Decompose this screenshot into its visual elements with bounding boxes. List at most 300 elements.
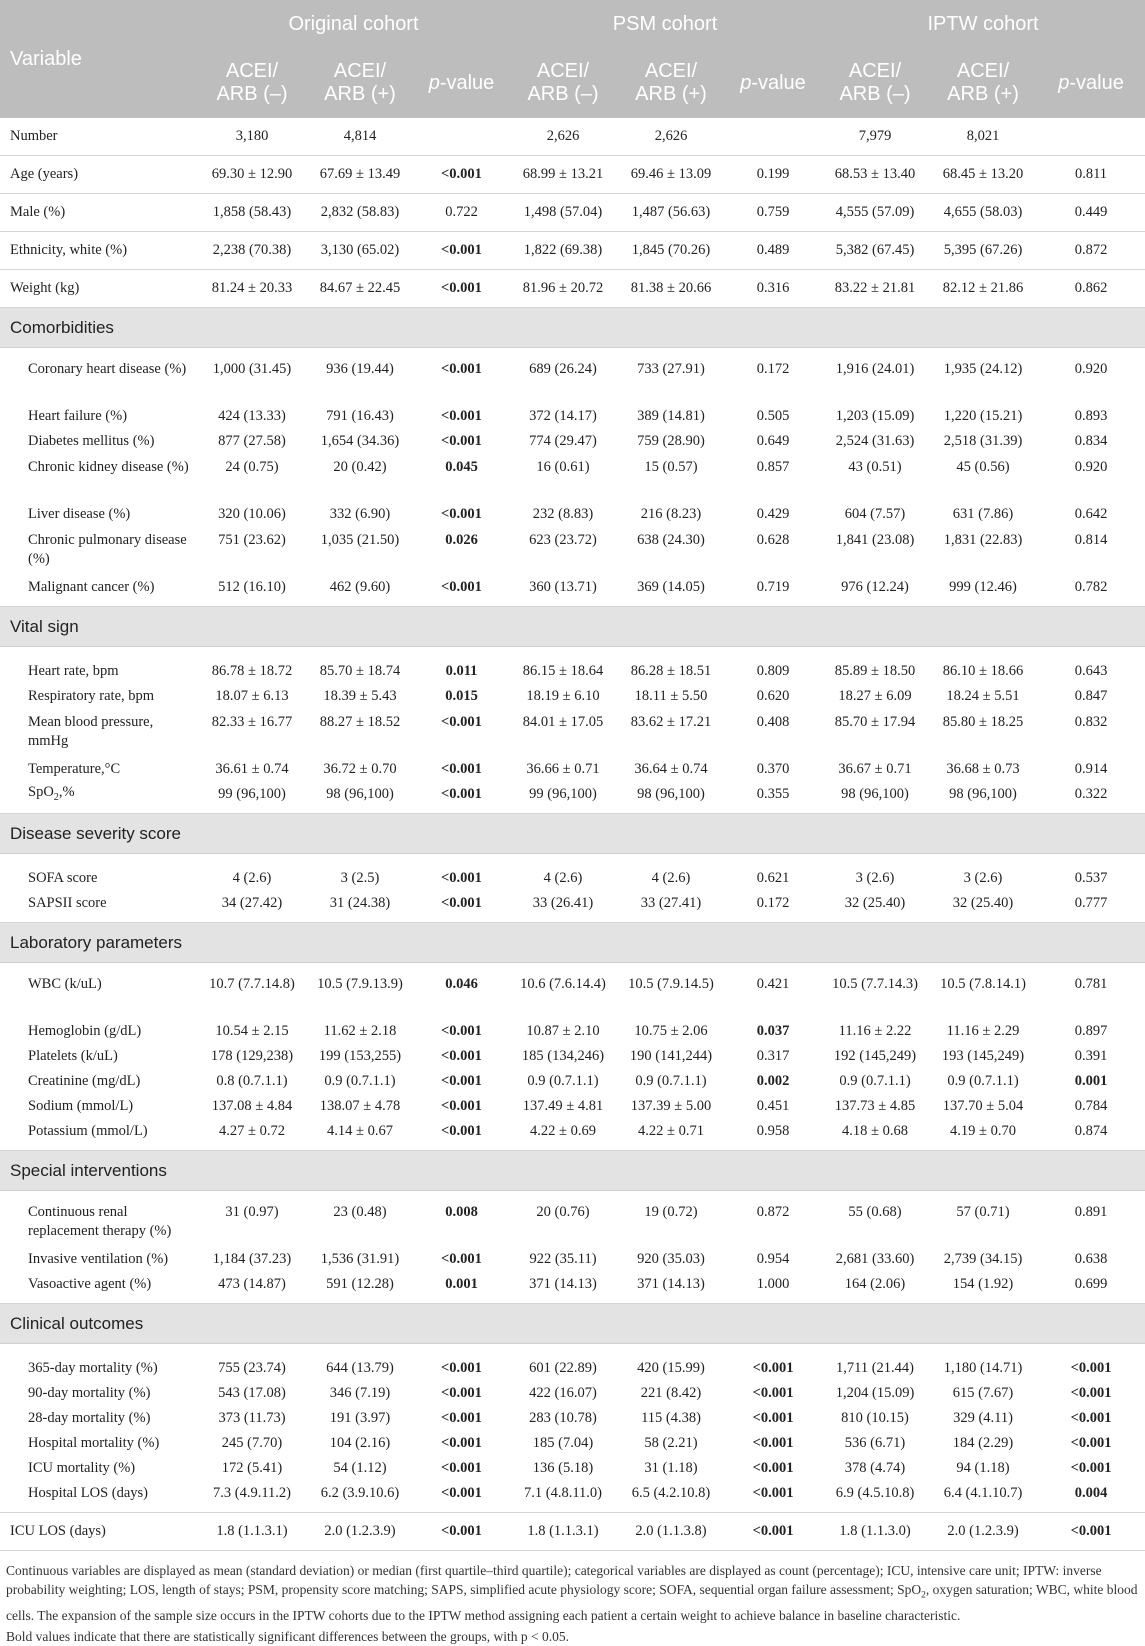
value-cell: 6.5 (4.2.10.8) bbox=[617, 1481, 725, 1513]
value-cell: 615 (7.67) bbox=[952, 1385, 1014, 1401]
value-cell: 54 (1.12) bbox=[333, 1460, 387, 1476]
value-cell: 82.12 ± 21.86 bbox=[929, 270, 1037, 308]
significant-value: <0.001 bbox=[1070, 1385, 1112, 1401]
subheader-line: ARB (–) bbox=[527, 83, 599, 105]
table-row bbox=[0, 1431, 1145, 1456]
value-cell: 1,180 (14.71) bbox=[943, 1360, 1023, 1376]
value-cell: 7.3 (4.9.11.2) bbox=[198, 1481, 306, 1513]
table-footnote bbox=[0, 1551, 1145, 1646]
significant-value: <0.001 bbox=[1070, 1360, 1112, 1376]
p-value-cell: 0.722 bbox=[414, 194, 509, 232]
p-value-cell bbox=[414, 1272, 509, 1304]
row-label: ICU LOS (days) bbox=[0, 1513, 198, 1551]
significant-value: <0.001 bbox=[441, 1023, 482, 1039]
row-label: Malignant cancer (%) bbox=[0, 575, 198, 607]
p-value-cell bbox=[414, 1044, 509, 1069]
subheader-line: ACEI/ bbox=[956, 60, 1010, 82]
value-cell: 4.27 ± 0.72 bbox=[198, 1119, 306, 1151]
table-row bbox=[0, 270, 1145, 308]
value-cell: 18.07 ± 6.13 bbox=[215, 688, 289, 704]
table-row bbox=[0, 348, 1145, 405]
value-cell: 1,822 (69.38) bbox=[509, 232, 617, 270]
p-value-cell bbox=[414, 1456, 509, 1481]
p-value-cell: 0.872 bbox=[1037, 232, 1145, 270]
significant-value: 0.001 bbox=[1074, 1073, 1108, 1089]
subheader-line: ACEI/ bbox=[644, 60, 698, 82]
value-cell: 2,681 (33.60) bbox=[835, 1251, 915, 1267]
p-value-cell bbox=[414, 891, 509, 923]
subheader-line: ACEI/ bbox=[333, 60, 387, 82]
significant-value: 0.008 bbox=[445, 1204, 478, 1220]
value-cell: 5,382 (67.45) bbox=[821, 232, 929, 270]
value-cell: 2,524 (31.63) bbox=[835, 433, 915, 449]
value-cell: 4 (2.6) bbox=[232, 870, 272, 886]
table-row bbox=[0, 1094, 1145, 1119]
value-cell: 232 (8.83) bbox=[532, 506, 594, 522]
header-original-cohort: Original cohort bbox=[198, 0, 509, 48]
table-row bbox=[0, 404, 1145, 429]
significant-value: 0.015 bbox=[445, 688, 478, 704]
subheader-line: ARB (+) bbox=[324, 83, 396, 105]
section-header-row bbox=[0, 1304, 1145, 1344]
table-row bbox=[0, 1456, 1145, 1481]
p-value-cell: 0.914 bbox=[1074, 761, 1108, 777]
value-cell: 1,858 (58.43) bbox=[198, 194, 306, 232]
p-value-cell bbox=[414, 782, 509, 814]
value-cell: 810 (10.15) bbox=[841, 1410, 909, 1426]
significant-value: <0.001 bbox=[441, 280, 482, 296]
value-cell: 2,238 (70.38) bbox=[198, 232, 306, 270]
value-cell: 137.70 ± 5.04 bbox=[942, 1098, 1024, 1114]
footnote-abbreviations: Continuous variables are displayed as mean (standard deviation) or median (first quartile–third quartile); categorical variables are displayed as count (percentage); ICU, intensive care unit; IPTW: inverse probability weighting; LOS, length of stays; PSM, propensity score matching; SAPS, simplified acute physiology score; SOFA, sequential organ failure assessment; SpO$_2$, oxygen saturation; WBC, white blood cells. The expansion of the sample size occurs in the IPTW cohorts due to the IPTW method assigning each patient a certain weight to achieve balance in baseline characteristic. bbox=[6, 1563, 1138, 1623]
section-title: Comorbidities bbox=[0, 308, 1145, 348]
value-cell: 154 (1.92) bbox=[929, 1272, 1037, 1304]
value-cell: 920 (35.03) bbox=[637, 1251, 705, 1267]
value-cell: 83.22 ± 21.81 bbox=[821, 270, 929, 308]
value-cell: 1,536 (31.91) bbox=[320, 1251, 400, 1267]
row-label: Chronic kidney disease (%) bbox=[28, 459, 189, 475]
p-value-cell: 0.649 bbox=[756, 433, 790, 449]
value-cell: 31 (0.97) bbox=[225, 1204, 279, 1220]
significant-value: <0.001 bbox=[441, 433, 482, 449]
value-cell: 4.22 ± 0.71 bbox=[617, 1119, 725, 1151]
value-cell: 36.68 ± 0.73 bbox=[946, 761, 1020, 777]
significant-value: <0.001 bbox=[441, 1485, 482, 1501]
p-value-cell: 0.874 bbox=[1037, 1119, 1145, 1151]
p-value-cell bbox=[725, 1019, 821, 1044]
value-cell: 360 (13.71) bbox=[509, 575, 617, 607]
table-row bbox=[0, 782, 1145, 814]
value-cell: 8,021 bbox=[929, 118, 1037, 156]
subheader-line: ACEI/ bbox=[536, 60, 590, 82]
p-value-cell bbox=[414, 1344, 509, 1382]
section-title: Vital sign bbox=[0, 607, 1145, 647]
table-row bbox=[0, 1119, 1145, 1151]
significant-value: <0.001 bbox=[752, 1523, 794, 1539]
table-row bbox=[0, 709, 1145, 757]
value-cell: 20 (0.76) bbox=[536, 1204, 590, 1220]
value-cell: 4.14 ± 0.67 bbox=[306, 1119, 414, 1151]
value-cell: 1,498 (57.04) bbox=[509, 194, 617, 232]
value-cell: 3 (2.6) bbox=[963, 870, 1003, 886]
significant-value: 0.046 bbox=[445, 976, 478, 992]
value-cell: 85.80 ± 18.25 bbox=[942, 714, 1024, 730]
p-value-cell bbox=[414, 156, 509, 194]
value-cell: 10.5 (7.9.13.9) bbox=[317, 976, 403, 992]
section-header-row bbox=[0, 814, 1145, 854]
p-value-cell: 0.857 bbox=[756, 459, 790, 475]
value-cell: 2,832 (58.83) bbox=[306, 194, 414, 232]
p-value-cell: 0.429 bbox=[756, 506, 790, 522]
value-cell: 82.33 ± 16.77 bbox=[211, 714, 293, 730]
value-cell: 85.70 ± 17.94 bbox=[834, 714, 916, 730]
table-row bbox=[0, 194, 1145, 232]
header-iptw-acei-arb-negative bbox=[821, 48, 929, 118]
row-label: Hemoglobin (g/dL) bbox=[28, 1023, 142, 1039]
p-value-cell: 0.893 bbox=[1074, 408, 1108, 424]
value-cell: 329 (4.11) bbox=[953, 1410, 1013, 1426]
p-rest: -value bbox=[439, 71, 495, 94]
value-cell: 3 (2.6) bbox=[855, 870, 895, 886]
value-cell: 10.7 (7.7.14.8) bbox=[209, 976, 295, 992]
value-cell: 10.54 ± 2.15 bbox=[215, 1023, 289, 1039]
row-label: Invasive ventilation (%) bbox=[28, 1251, 169, 1267]
value-cell: 115 (4.38) bbox=[641, 1410, 701, 1426]
significant-value: <0.001 bbox=[441, 1098, 482, 1114]
row-label: Weight (kg) bbox=[0, 270, 198, 308]
footnote-bold-note: Bold values indicate that there are statistically significant differences between the groups, with p < 0.05. bbox=[6, 1628, 569, 1644]
value-cell: 88.27 ± 18.52 bbox=[319, 714, 401, 730]
p-value-cell: 0.408 bbox=[756, 714, 790, 730]
row-label: Heart failure (%) bbox=[28, 408, 128, 424]
value-cell: 137.49 ± 4.81 bbox=[522, 1098, 604, 1114]
value-cell: 422 (16.07) bbox=[529, 1385, 597, 1401]
value-cell: 2,518 (31.39) bbox=[943, 433, 1023, 449]
value-cell: 999 (12.46) bbox=[929, 575, 1037, 607]
p-value-cell bbox=[725, 1069, 821, 1094]
p-value-cell: 0.719 bbox=[725, 575, 821, 607]
value-cell: 57 (0.71) bbox=[956, 1204, 1010, 1220]
value-cell: 84.01 ± 17.05 bbox=[522, 714, 604, 730]
significant-value: <0.001 bbox=[441, 870, 482, 886]
table-row bbox=[0, 118, 1145, 156]
value-cell: 1,654 (34.36) bbox=[320, 433, 400, 449]
value-cell: 68.53 ± 13.40 bbox=[821, 156, 929, 194]
value-cell: 84.67 ± 22.45 bbox=[306, 270, 414, 308]
value-cell: 689 (26.24) bbox=[529, 361, 597, 377]
significant-value: <0.001 bbox=[441, 761, 482, 777]
value-cell: 0.9 (0.7.1.1) bbox=[635, 1073, 707, 1089]
table-row bbox=[0, 1247, 1145, 1272]
p-value-cell bbox=[414, 1481, 509, 1513]
header-iptw-cohort: IPTW cohort bbox=[821, 0, 1145, 48]
row-label: Vasoactive agent (%) bbox=[0, 1272, 198, 1304]
p-value-cell: 0.449 bbox=[1037, 194, 1145, 232]
p-value-cell: 0.628 bbox=[756, 532, 790, 548]
significant-value: <0.001 bbox=[441, 506, 482, 522]
value-cell: 373 (11.73) bbox=[218, 1410, 286, 1426]
value-cell: 536 (6.71) bbox=[844, 1435, 906, 1451]
value-cell: 34 (27.42) bbox=[198, 891, 306, 923]
subheader-line: ARB (+) bbox=[947, 83, 1019, 105]
significant-value: 0.001 bbox=[445, 1276, 478, 1292]
value-cell: 36.72 ± 0.70 bbox=[323, 761, 397, 777]
significant-value: <0.001 bbox=[752, 1410, 794, 1426]
value-cell: 755 (23.74) bbox=[218, 1360, 286, 1376]
value-cell: 11.16 ± 2.22 bbox=[838, 1023, 912, 1039]
header-original-acei-arb-positive bbox=[306, 48, 414, 118]
p-value-cell: 0.832 bbox=[1074, 714, 1108, 730]
p-value-cell bbox=[414, 454, 509, 502]
value-cell: 104 (2.16) bbox=[329, 1435, 391, 1451]
value-cell: 2,626 bbox=[617, 118, 725, 156]
p-value-cell bbox=[414, 1381, 509, 1406]
p-value-cell: 0.322 bbox=[1037, 782, 1145, 814]
p-value-cell bbox=[1037, 1344, 1145, 1382]
subheader-line: ARB (–) bbox=[839, 83, 911, 105]
table-row bbox=[0, 891, 1145, 923]
p-value-cell bbox=[414, 1119, 509, 1151]
value-cell: 1,711 (21.44) bbox=[836, 1360, 915, 1376]
subheader-line: ARB (+) bbox=[635, 83, 707, 105]
value-cell: 36.61 ± 0.74 bbox=[215, 761, 289, 777]
value-cell: 1,035 (21.50) bbox=[320, 532, 400, 548]
p-value-cell: 0.862 bbox=[1037, 270, 1145, 308]
table-row bbox=[0, 1272, 1145, 1304]
value-cell: 68.99 ± 13.21 bbox=[509, 156, 617, 194]
value-cell: 86.28 ± 18.51 bbox=[630, 663, 712, 679]
significant-value: <0.001 bbox=[441, 1460, 482, 1476]
p-value-cell: 0.537 bbox=[1074, 870, 1108, 886]
section-title: Laboratory parameters bbox=[0, 923, 1145, 963]
subheader-line: ARB (–) bbox=[216, 83, 288, 105]
value-cell: 473 (14.87) bbox=[198, 1272, 306, 1304]
value-cell: 18.19 ± 6.10 bbox=[526, 688, 600, 704]
row-label: SAPSII score bbox=[0, 891, 198, 923]
value-cell: 4.19 ± 0.70 bbox=[929, 1119, 1037, 1151]
p-value-cell bbox=[414, 527, 509, 575]
p-value-cell bbox=[414, 1247, 509, 1272]
value-cell: 601 (22.89) bbox=[529, 1360, 597, 1376]
value-cell: 23 (0.48) bbox=[333, 1204, 387, 1220]
value-cell: 371 (14.13) bbox=[617, 1272, 725, 1304]
table-row bbox=[0, 1481, 1145, 1513]
significant-value: <0.001 bbox=[441, 895, 482, 911]
p-value-cell: 0.421 bbox=[756, 976, 790, 992]
table-row bbox=[0, 1513, 1145, 1551]
significant-value: 0.037 bbox=[756, 1023, 790, 1039]
p-value-cell bbox=[414, 270, 509, 308]
value-cell: 2,626 bbox=[509, 118, 617, 156]
value-cell: 16 (0.61) bbox=[536, 459, 590, 475]
row-label: Creatinine (mg/dL) bbox=[28, 1073, 141, 1089]
significant-value: 0.045 bbox=[445, 459, 478, 475]
value-cell: 1.8 (1.1.3.0) bbox=[821, 1513, 929, 1551]
significant-value: <0.001 bbox=[441, 1360, 482, 1376]
p-value-cell: 0.784 bbox=[1074, 1098, 1108, 1114]
value-cell: 10.5 (7.8.14.1) bbox=[940, 976, 1026, 992]
value-cell: 86.78 ± 18.72 bbox=[211, 663, 293, 679]
value-cell: 4 (2.6) bbox=[651, 870, 691, 886]
p-value-cell bbox=[414, 1513, 509, 1551]
value-cell: 0.9 (0.7.1.1) bbox=[324, 1073, 396, 1089]
table-row bbox=[0, 647, 1145, 685]
row-label: 90-day mortality (%) bbox=[28, 1385, 151, 1401]
row-label: 365-day mortality (%) bbox=[28, 1360, 158, 1376]
significant-value: <0.001 bbox=[441, 1523, 482, 1539]
p-italic: p bbox=[428, 71, 440, 94]
value-cell: 4,655 (58.03) bbox=[929, 194, 1037, 232]
value-cell: 751 (23.62) bbox=[218, 532, 286, 548]
value-cell: 1,487 (56.63) bbox=[617, 194, 725, 232]
value-cell: 85.89 ± 18.50 bbox=[834, 663, 916, 679]
p-value-cell bbox=[725, 1481, 821, 1513]
significant-value: <0.001 bbox=[752, 1485, 794, 1501]
p-value-cell bbox=[725, 1456, 821, 1481]
value-cell: 1,220 (15.21) bbox=[943, 408, 1023, 424]
p-value-cell: 0.489 bbox=[725, 232, 821, 270]
value-cell: 67.69 ± 13.49 bbox=[306, 156, 414, 194]
value-cell: 512 (16.10) bbox=[198, 575, 306, 607]
value-cell: 332 (6.90) bbox=[329, 506, 391, 522]
header-iptw-p-value bbox=[1037, 48, 1145, 118]
value-cell: 4 (2.6) bbox=[543, 870, 583, 886]
value-cell: 543 (17.08) bbox=[218, 1385, 286, 1401]
row-label: Hospital mortality (%) bbox=[28, 1435, 160, 1451]
value-cell: 7,979 bbox=[821, 118, 929, 156]
significant-value: <0.001 bbox=[1070, 1435, 1112, 1451]
p-rest: -value bbox=[751, 71, 806, 94]
value-cell: 6.4 (4.1.10.7) bbox=[929, 1481, 1037, 1513]
row-label: Diabetes mellitus (%) bbox=[28, 433, 155, 449]
header-psm-p-value bbox=[725, 48, 821, 118]
row-label: Number bbox=[0, 118, 198, 156]
section-title: Disease severity score bbox=[0, 814, 1145, 854]
p-value-cell bbox=[414, 1191, 509, 1248]
p-value-cell: 0.199 bbox=[725, 156, 821, 194]
value-cell: 922 (35.11) bbox=[529, 1251, 597, 1267]
value-cell: 10.75 ± 2.06 bbox=[634, 1023, 708, 1039]
row-label: Heart rate, bpm bbox=[28, 663, 119, 679]
p-value-cell: 0.172 bbox=[725, 891, 821, 923]
p-value-cell: 0.920 bbox=[1074, 361, 1108, 377]
significant-value: <0.001 bbox=[752, 1385, 794, 1401]
table-row bbox=[0, 1019, 1145, 1044]
value-cell: 43 (0.51) bbox=[848, 459, 902, 475]
p-value-cell: 0.781 bbox=[1074, 976, 1108, 992]
p-value-cell bbox=[414, 404, 509, 429]
row-label: 28-day mortality (%) bbox=[28, 1410, 151, 1426]
significant-value: <0.001 bbox=[441, 714, 482, 730]
subheader-line: ACEI/ bbox=[848, 60, 902, 82]
value-cell: 936 (19.44) bbox=[326, 361, 394, 377]
p-value-cell bbox=[1037, 1513, 1145, 1551]
value-cell: 378 (4.74) bbox=[844, 1460, 906, 1476]
p-value-cell bbox=[1037, 1406, 1145, 1431]
value-cell: 18.39 ± 5.43 bbox=[323, 688, 397, 704]
value-cell: 98 (96,100) bbox=[306, 782, 414, 814]
row-label: Platelets (k/uL) bbox=[28, 1048, 118, 1064]
significant-value: <0.001 bbox=[1070, 1410, 1112, 1426]
value-cell: 371 (14.13) bbox=[509, 1272, 617, 1304]
p-value-cell bbox=[414, 232, 509, 270]
value-cell: 372 (14.17) bbox=[529, 408, 597, 424]
value-cell: 164 (2.06) bbox=[821, 1272, 929, 1304]
value-cell: 178 (129,238) bbox=[210, 1048, 294, 1064]
value-cell: 19 (0.72) bbox=[644, 1204, 698, 1220]
table-row bbox=[0, 575, 1145, 607]
value-cell: 10.5 (7.9.14.5) bbox=[628, 976, 714, 992]
row-label: Sodium (mmol/L) bbox=[28, 1098, 134, 1114]
value-cell: 389 (14.81) bbox=[637, 408, 705, 424]
table-row bbox=[0, 1381, 1145, 1406]
table-row bbox=[0, 1406, 1145, 1431]
significant-value: <0.001 bbox=[441, 786, 482, 802]
value-cell: 81.24 ± 20.33 bbox=[198, 270, 306, 308]
value-cell: 190 (141,244) bbox=[629, 1048, 713, 1064]
p-value-cell bbox=[414, 118, 509, 156]
value-cell: 18.24 ± 5.51 bbox=[946, 688, 1020, 704]
section-header-row bbox=[0, 923, 1145, 963]
value-cell: 33 (26.41) bbox=[509, 891, 617, 923]
row-label: Continuous renal replacement therapy (%) bbox=[28, 1204, 172, 1239]
p-value-cell: 0.638 bbox=[1074, 1251, 1108, 1267]
value-cell: 31 (24.38) bbox=[306, 891, 414, 923]
value-cell: 1.8 (1.1.3.1) bbox=[509, 1513, 617, 1551]
p-value-cell: 0.954 bbox=[756, 1251, 790, 1267]
significant-value: <0.001 bbox=[441, 361, 482, 377]
p-value-cell: 0.620 bbox=[756, 688, 790, 704]
value-cell: 81.38 ± 20.66 bbox=[617, 270, 725, 308]
p-value-cell bbox=[414, 757, 509, 782]
value-cell: 136 (5.18) bbox=[532, 1460, 594, 1476]
value-cell: 55 (0.68) bbox=[848, 1204, 902, 1220]
value-cell: 369 (14.05) bbox=[617, 575, 725, 607]
p-value-cell: 0.317 bbox=[756, 1048, 790, 1064]
p-value-cell bbox=[1037, 118, 1145, 156]
row-label: Temperature,°C bbox=[28, 761, 121, 777]
p-value-cell bbox=[414, 1406, 509, 1431]
p-value-cell bbox=[414, 647, 509, 685]
significant-value: <0.001 bbox=[1070, 1523, 1112, 1539]
p-value-cell: 0.759 bbox=[725, 194, 821, 232]
p-value-cell bbox=[725, 1431, 821, 1456]
value-cell: 137.73 ± 4.85 bbox=[834, 1098, 916, 1114]
p-italic: p bbox=[740, 71, 752, 94]
section-header-row bbox=[0, 607, 1145, 647]
p-value-cell bbox=[414, 429, 509, 454]
value-cell: 791 (16.43) bbox=[326, 408, 394, 424]
p-value-cell bbox=[1037, 1381, 1145, 1406]
value-cell: 10.87 ± 2.10 bbox=[526, 1023, 600, 1039]
p-value-cell bbox=[725, 118, 821, 156]
p-value-cell bbox=[414, 684, 509, 709]
value-cell: 199 (153,255) bbox=[318, 1048, 402, 1064]
value-cell: 184 (2.29) bbox=[952, 1435, 1014, 1451]
value-cell: 1,000 (31.45) bbox=[212, 361, 292, 377]
value-cell: 15 (0.57) bbox=[644, 459, 698, 475]
value-cell: 1.8 (1.1.3.1) bbox=[198, 1513, 306, 1551]
p-value-cell: 0.872 bbox=[756, 1204, 790, 1220]
value-cell: 631 (7.86) bbox=[952, 506, 1014, 522]
value-cell: 137.39 ± 5.00 bbox=[630, 1098, 712, 1114]
significant-value: <0.001 bbox=[441, 1385, 482, 1401]
table-row bbox=[0, 527, 1145, 575]
table-row bbox=[0, 963, 1145, 1020]
significant-value: <0.001 bbox=[752, 1435, 794, 1451]
significant-value: <0.001 bbox=[441, 1123, 482, 1139]
p-value-cell: 0.811 bbox=[1037, 156, 1145, 194]
